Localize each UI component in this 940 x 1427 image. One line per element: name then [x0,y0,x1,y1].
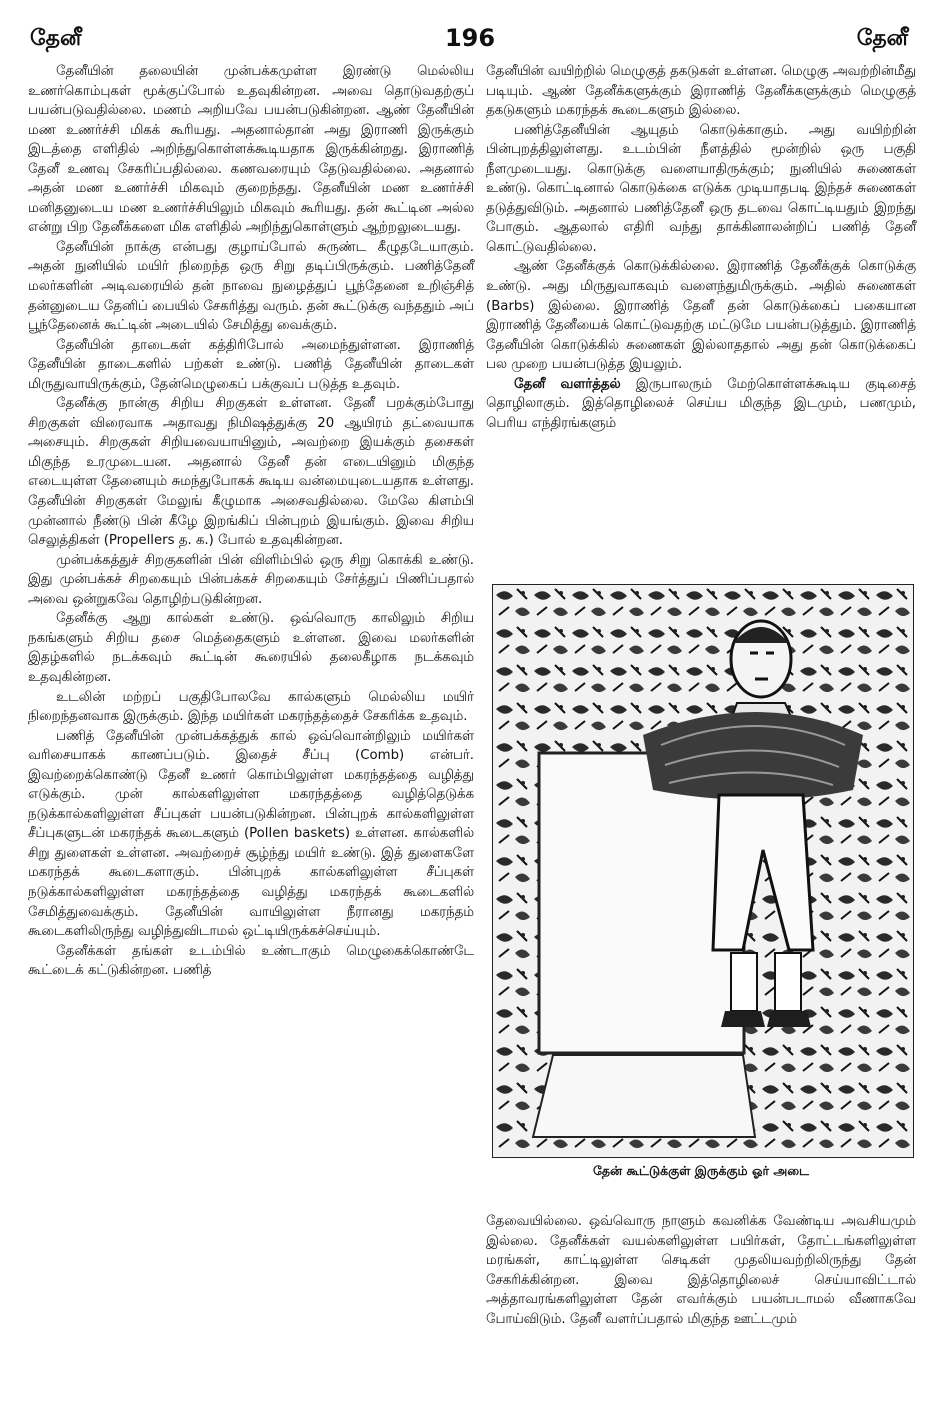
paragraph-legs: தேனீக்கு ஆறு கால்கள் உண்டு. ஒவ்வொரு காலிலும் சிறிய நகங்களும் சிறிய தசை மெத்தைகளும் உள்ளன. இவை மலர்களின் இதழ்களில் நடக்கவும் கூட்டின் கூரையில் தலைகீழாக நடக்கவும் உதவுகின்றன. [28,611,474,685]
paragraph-pollen-baskets: பணித் தேனீயின் முன்பக்கத்துக் கால் ஒவ்வொன்றிலும் மயிர்கள் வரிசையாகக் காணப்படும். இதைச் சீப்பு (Comb) என்பர். இவற்றைக்கொண்டு தேனீ உணர் கொம்பிலுள்ள மகரந்தத்தை வழித்து எடுக்கும். முன் கால்களிலுள்ள மகரந்தத்தை வழித்தெடுக்க நடுக்கால்களிலுள்ள சீப்புகள் பயன்படுகின்றன. பின்புறக் கால்களிலுள்ள சீப்புகளுடன் மகரந்தக் கூடைகளும் (Pollen baskets) உள்ளன. கால்களில் சிறு துளைகள் உள்ளன. அவற்றைச் சூழ்ந்து மயிர் உண்டு. இத் துளைகளே மகரந்தக் கூடைகளாகும். பின்புறக் கால்களிலுள்ள சீப்புகள் நடுக்கால்களிலுள்ள மகரந்தத்தை வழித்து மகரந்தக் கூடைகளில் சேமித்துவைக்கும். தேனீயின் வாயிலுள்ள நீரானது மகரந்தம் கூடைகளிலிருந்து வழிந்துவிடாமல் ஒட்டியிருக்கச்செய்யும். [28,728,474,940]
section-heading: தேனீ வளர்த்தல் [514,376,621,392]
paragraph-beekeeping [486,375,916,434]
figure-caption: தேன் கூட்டுக்குள் இருக்கும் ஓர் அடை [592,1163,809,1178]
section-text: இருபாலரும் மேற்கொள்ளக்கூடிய குடிசைத் தொழிலாகும். இத்தொழிலைச் செய்ய மிகுந்த இடமும், பணமும், பெரிய எந்திரங்களும் [486,376,916,431]
paragraph-sting: பணித்தேனீயின் ஆயுதம் கொடுக்காகும். அது வயிற்றின் பின்புறத்திலுள்ளது. உடம்பின் நீளத்தில் மூன்றில் ஒரு பகுதி நீளமுடையது. கொடுக்கு வளையாதிருக்கும்; நுனியில் சுணைகள் உண்டு. கொட்டினால் கொடுக்கை எடுக்க முடியாதபடி இந்தச் சுணைகள் தடுத்துவிடும். அதனால் பணித்தேனீ ஒரு தடவை கொட்டியதும் இறந்து போகும். ஆதலால் எதிரி வந்து தாக்கினாலன்றிப் பணித் தேனீ கொட்டுவதில்லை. [486,122,916,255]
right-column [486,62,916,433]
paragraph-tongue: தேனீயின் நாக்கு என்பது குழாய்போல் சுருண்ட கீழுதடேயாகும். அதன் நுனியில் மயிர் நிறைந்த ஒரு சிறு தடிப்பிருக்கும். பணித்தேனீ மலர்களின் அடிவரையில் தன் நாவை நுழைத்துப் பூந்தேனை உறிஞ்சித் தன்னுடைய தேனிப் பையில் சேகரித்து வரும். தன் கூட்டுக்கு வந்ததும் அப் பூந்தேனைக் கூட்டின் அடையில் சேமித்து வைக்கும். [28,239,474,334]
left-column [28,62,474,981]
paragraph-beekeeping-continued: தேவையில்லை. ஒவ்வொரு நாளும் கவனிக்க வேண்டிய அவசியமும் இல்லை. தேனீக்கள் வயல்களிலுள்ள பயிர்கள், தோட்டங்களிலுள்ள மரங்கள், காட்டிலுள்ள செடிகள் முதலியவற்றிலிருந்து தேன் சேகரிக்கின்றன. இவை இத்தொழிலைச் செய்யாவிட்டால் அத்தாவரங்களிலுள்ள தேன் எவர்க்கும் பயன்படாமல் வீணாகவே போய்விடும். தேனீ வளர்ப்பதால் மிகுந்த ஊட்டமும் [486,1214,916,1327]
paragraph-wax-plates: தேனீயின் வயிற்றில் மெழுகுத் தகடுகள் உள்ளன. மெழுகு அவற்றின்மீது படியும். ஆண் தேனீக்களுக்கும் இராணித் தேனீக்களுக்கும் மெழுகுத் தகடுகளும் மகரந்தக் கூடைகளும் இல்லை. [486,64,916,119]
running-head-right: தேனீ [856,26,908,51]
paragraph-wings: தேனீக்கு நான்கு சிறிய சிறகுகள் உள்ளன. தேனீ பறக்கும்போது சிறகுகள் விரைவாக அதாவது நிமிஷத்துக்கு 20 ஆயிரம் தட்வையாக அசையும். சிறகுகள் சிறியவையாயினும், அவற்றை இயக்கும் தசைகள் மிகுந்த உரமுடையன. அதனால் தேனீ தன் எடையினும் மிகுந்த எடையுள்ள தேனையும் சுமந்துபோகக் கூடிய வன்மையுடையதாக உள்ளது. தேனீயின் சிறகுகள் மேலுங் கீழுமாக அசைவதில்லை. மேலே கிளம்பி முன்னால் நீண்டு பின் கீழே இறங்கிப் பின்புறம் இயங்கும். இவை சிறிய செலுத்திகள் (Propellers த. க.) போல் உதவுகின்றன. [28,396,474,549]
paragraph-antennae: தேனீயின் தலையின் முன்பக்கமுள்ள இரண்டு மெல்லிய உணர்கொம்புகள் மூக்குப்போல் உதவுகின்றன. அவை தொடுவதற்குப் பயன்படுவதில்லை. மணம் அறியவே பயன்படுகின்றன. ஆண் தேனீயின் மண உணர்ச்சி மிகக் கூரியது. அதனால்தான் அது இராணி இருக்கும் இடத்தை எளிதில் அறிந்துகொள்ளக்கூடியதாக இருக்கின்றது. இராணித் தேனீ உணவு சேகரிப்பதில்லை. கணவரையும் தேடுவதில்லை. அதனால் அதன் மண உணர்ச்சி மிகவும் குறைந்தது. தேனீயின் மண உணர்ச்சி மனிதனுடைய மண உணர்ச்சியிலும் மிகவும் கூரியது. தன் கூட்டின அல்ல என்று பிற தேனீக்களை மிக எளிதில் அறிந்துகொள்ளும் ஆற்றலுடையது. [28,64,474,236]
paragraph-wing-hooks: முன்பக்கத்துச் சிறகுகளின் பின் விளிம்பில் ஒரு சிறு கொக்கி உண்டு. இது முன்பக்கச் சிறகையும் பின்பக்கச் சிறகையும் சேர்த்துப் பிணிப்பதால் அவை ஒன்றுகவே தொழிற்படுகின்றன. [28,552,474,607]
beekeeper-photo [492,584,914,1158]
running-head-left: தேனீ [30,26,82,51]
page-number: 196 [444,24,496,52]
right-column-continued [486,1212,916,1329]
paragraph-leg-hairs: உடலின் மற்றப் பகுதிபோலவே கால்களும் மெல்லிய மயிர் நிறைந்தனவாக இருக்கும். இந்த மயிர்கள் மகரந்தத்தைச் சேகரிக்க உதவும். [28,689,474,725]
paragraph-wax: தேனீக்கள் தங்கள் உடம்பில் உண்டாகும் மெழுகைக்கொண்டே கூட்டைக் கட்டுகின்றன. பணித் [28,943,474,979]
beekeeper-illustration [493,585,913,1157]
paragraph-queen-sting: ஆண் தேனீக்குக் கொடுக்கில்லை. இராணித் தேனீக்குக் கொடுக்கு உண்டு. அது மிருதுவாகவும் வளைந்துமிருக்கும். அதில் சுணைகள் (Barbs) இல்லை. இராணித் தேனீ தன் கொடுக்கைப் பகையான இராணித் தேனீயைக் கொட்டுவதற்கு மட்டுமே பயன்படுத்தும். இராணித் தேனீயின் கொடுக்கில் சுணைகள் இல்லாததால் அது தன் கொடுக்கைப் பல முறை பயன்படுத்த இயலும். [486,259,916,373]
paragraph-mandibles: தேனீயின் தாடைகள் கத்திரிபோல் அமைந்துள்ளன. இராணித் தேனீயின் தாடைகளில் பற்கள் உண்டு. பணித் தேனீயின் தாடைகள் மிருதுவாயிருக்கும், தேன்மெழுகைப் பக்குவப் படுத்த உதவும். [28,337,474,392]
